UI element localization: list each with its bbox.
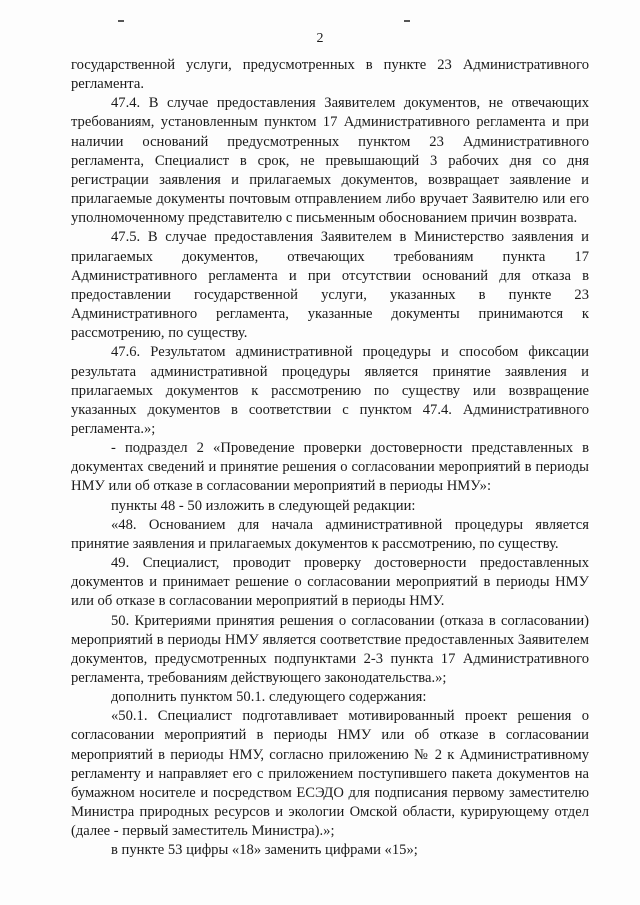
paragraph: 49. Специалист, проводит проверку достоверности предоставленных документов и принимает решение о согласовании мероприятий в периоды НМУ или об отказе в согласовании мероприятий в периоды НМУ. xyxy=(71,555,589,610)
page-number: 2 xyxy=(316,31,324,46)
paragraph: «48. Основанием для начала административной процедуры является принятие заявления и прилагаемых документов к рассмотрению, по существу. xyxy=(71,516,589,552)
paragraph: 50. Критериями принятия решения о согласовании (отказа в согласовании) мероприятий в периоды НМУ является соответствие предоставленных Заявителем документов, предусмотренных подпунктами 2-3 пункта 17 Административного регламента, требованиям действующего законодательства.»; xyxy=(71,612,589,686)
paragraph: «50.1. Специалист подготавливает мотивированный проект решения о согласовании мероприятий в периоды НМУ или об отказе в согласовании мероприятий в периоды НМУ, согласно приложению № 2 к Административному регламенту и направляет его с приложением поступившего пакета документов на бумажном носителе и посредством ЕСЭДО для подписания первому заместителю Министра природных ресурсов и экологии Омской области, курирующему отдел (далее - первый заместитель Министра).»; xyxy=(71,708,589,840)
paragraph: - подраздел 2 «Проведение проверки достоверности представленных в документах сведений и принятие решения о согласовании мероприятий в периоды НМУ или об отказе в согласовании мероприятий в периоды НМУ»: xyxy=(71,440,589,495)
document-body xyxy=(71,56,589,861)
scan-mark xyxy=(118,20,124,22)
paragraph: государственной услуги, предусмотренных в пункте 23 Административного регламента. xyxy=(71,57,589,93)
paragraph: дополнить пунктом 50.1. следующего содержания: xyxy=(111,689,427,706)
paragraph: в пункте 53 цифры «18» заменить цифрами «15»; xyxy=(111,842,418,859)
scan-mark xyxy=(404,20,410,22)
paragraph: 47.4. В случае предоставления Заявителем документов, не отвечающих требованиям, установленным пунктом 17 Административного регламента и при наличии оснований предусмотренных пунктом 23 Административного регламента, Специалист в срок, не превышающий 3 рабочих дня со дня регистрации заявления и прилагаемых документов, возвращает заявление и прилагаемые документы почтовым отправлением либо вручает Заявителю или его уполномоченному представителю с письменным обоснованием причин возврата. xyxy=(71,95,589,227)
paragraph: пункты 48 - 50 изложить в следующей редакции: xyxy=(111,497,416,514)
paragraph: 47.6. Результатом административной процедуры и способом фиксации результата административной процедуры является принятие заявления и прилагаемых документов к рассмотрению по существу или возвращение указанных документов в соответствии с пунктом 47.4. Административного регламента.»; xyxy=(71,344,589,437)
paragraph: 47.5. В случае предоставления Заявителем в Министерство заявления и прилагаемых документов, отвечающих требованиям пункта 17 Административного регламента и при отсутствии оснований для отказа в предоставлении государственной услуги, указанных в пункте 23 Административного регламента, указанные документы принимаются к рассмотрению, по существу. xyxy=(71,229,589,342)
